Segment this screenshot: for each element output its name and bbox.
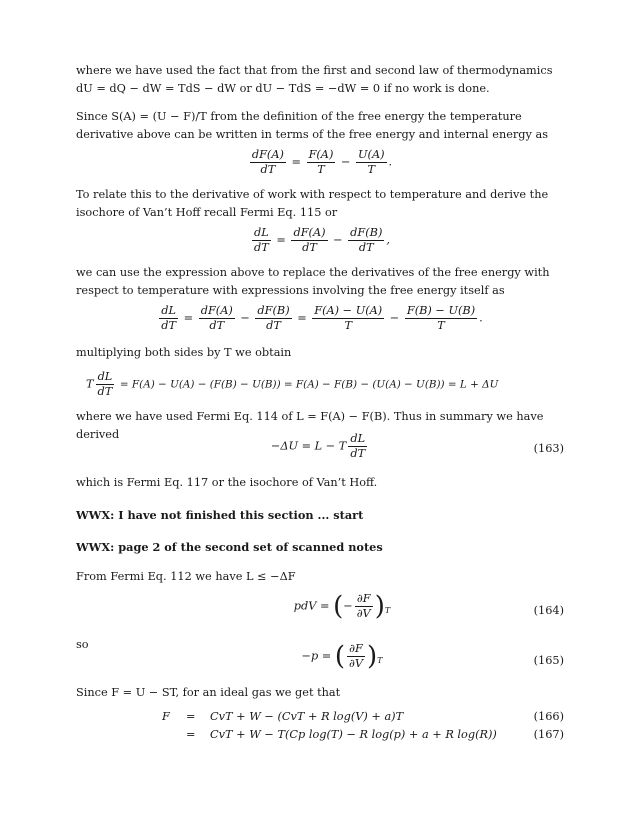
equation-number-164: (164) — [533, 604, 564, 617]
paragraph-free-energy-definition: Since S(A) = (U − F)/T from the definition of the free energy the temperature derivative above can be written in terms of the free energy and internal energy as — [76, 110, 549, 141]
equation-number-163: (163) — [533, 442, 564, 455]
eq4-frac-num: dL — [96, 370, 115, 385]
eq2-f3-num: dF(B) — [350, 226, 383, 239]
eq164-lhs: pdV = — [293, 599, 330, 613]
eq163-lhs: −ΔU = L − T — [270, 439, 347, 453]
eq1-f3-den: T — [367, 163, 376, 176]
paragraph-vant-hoff-intro: To relate this to the derivative of work with respect to temperature and derive the isochore of Van’t Hoff recall Fermi Eq. 115 or — [76, 188, 549, 219]
eq163-frac-num: dL — [348, 432, 367, 447]
eq2-lhs-num: dL — [252, 226, 271, 241]
eq2-f3-den: dT — [358, 241, 374, 254]
equation-167 — [76, 728, 564, 746]
eq3-f1-num: dL — [159, 304, 178, 319]
equation-number-166: (166) — [533, 710, 564, 723]
eq167-rel: = — [186, 728, 196, 741]
document-page: where we have used the fact that from the first and second law of thermodynamics dU = dQ − dW = TdS − dW or dU − TdS = −dW = 0 if no work is done. Since S(A) = (U − F)/T from the definition of the free energy the temperature derivative above can be written in terms of the free energy and internal energy as $\frac{dF(A)}{dT}$ = $\frac{F(A)}{T}$ − $\frac{U(A)}{T}$ . To relate this to the derivative of work with respect to temperature and derive the isochore of Van’t Hoff recall Fermi Eq. 115 or $\frac{dL}{dT}$ = $\frac{dF(A)}{dT}$ − $\frac{dF(B)}{dT}$ , we can use the expression above to replace the derivatives of the free energy with respect to temperature with expressions involving the free energy itself as $\frac{dL}{dT}$ = $\frac{dF(A)}{dT}$ − $\frac{dF(B)}{dT}$ = $\frac{F(A) - U(A)}{T}$ − $\frac{F(B) - U(B)}{T}$ . multiplying both sides by T we obtain T $\frac{dL}{dT}$ = F(A) − U(A) − (F(B) − U(B)) = F(A) − F(B) − (U(A) − U(B)) = L + ΔU where we have used Fermi Eq. 114 of L = F(A) − F(B). Thus in summary we have derived −ΔU = L − T $\frac{dL}{dT}$ (163) which is Fermi Eq. 117 or the isochore of Van’t Hoff. WWX: I have not finished this section ... start WWX: page 2 of the second set of scanned notes From Fermi Eq. 112 we have L ≤ −ΔF pdV = (− $\frac{\partial F}{\partial V}$ )$_T$ (164) so −p = ( $\frac{\partial F}{\partial V}$ )$_T$ (165) Since F = U − ST, for an ideal gas we get that F = CvT + W − (CvT + R log(V) + a)T (166) = CvT + W − T(Cp log(T) − R log(p) + a + R log(R)) (167) — [76, 0, 564, 826]
eq165-num: ∂F — [347, 642, 365, 657]
eq3-f3-num: dF(B) — [257, 304, 290, 317]
eq3-f5-num: F(B) − U(B) — [406, 304, 476, 317]
paragraph-replace-derivatives: we can use the expression above to replace the derivatives of the free energy with respect to temperature with expressions involving the free energy itself as — [76, 266, 550, 297]
eq3-f1-den: dT — [161, 319, 177, 332]
equation-166 — [76, 710, 564, 728]
eq2-f2-num: dF(A) — [293, 226, 326, 239]
paragraph-ideal-gas: Since F = U − ST, for an ideal gas we get that — [76, 686, 341, 699]
eq4-rhs: = F(A) − U(A) − (F(B) − U(B)) = F(A) − F(B) − (U(A) − U(B)) = L + ΔU — [119, 378, 499, 391]
left-paren: ( — [333, 591, 344, 622]
note-scanned-notes: WWX: page 2 of the second set of scanned notes — [76, 540, 383, 554]
eq1-f3-num: U(A) — [358, 148, 385, 161]
equation-number-167: (167) — [533, 728, 564, 741]
eq166-rhs: CvT + W − (CvT + R log(V) + a)T — [210, 710, 404, 723]
eq3-f2-num: dF(A) — [200, 304, 233, 317]
eq1-f2-num: F(A) — [308, 148, 334, 161]
eq3-f4-den: T — [344, 319, 353, 332]
right-paren: ) — [367, 641, 378, 672]
note-unfinished-section: WWX: I have not finished this section ... start — [76, 508, 364, 522]
eq1-f2-den: T — [317, 163, 325, 176]
eq4-frac-den: dT — [97, 385, 113, 398]
eq1-lhs-den: dT — [260, 163, 276, 176]
eq164-den: ∂V — [356, 607, 371, 620]
eq163-frac-den: dT — [350, 447, 366, 460]
paragraph-thermo-laws: where we have used the fact that from the first and second law of thermodynamics dU = dQ − dW = TdS − dW or dU − TdS = −dW = 0 if no work is done. — [76, 64, 553, 95]
eq4-prefix: T — [86, 377, 94, 391]
eq164-num: ∂F — [355, 592, 373, 607]
eq2-f2-den: dT — [302, 241, 317, 254]
equation-t-times-derivative — [86, 370, 564, 399]
paragraph-so: so — [76, 638, 89, 651]
paragraph-summary: where we have used Fermi Eq. 114 of L = F(A) − F(B). Thus in summary we have derived — [76, 410, 544, 441]
left-paren: ( — [334, 641, 345, 672]
eq3-f5-den: T — [437, 319, 445, 332]
eq165-sub: T — [377, 655, 383, 665]
paragraph-fermi-112: From Fermi Eq. 112 we have L ≤ −ΔF — [76, 570, 296, 583]
eq1-lhs-num: dF(A) — [251, 148, 284, 161]
eq166-lhs: F — [162, 710, 170, 723]
equation-number-165: (165) — [533, 654, 564, 667]
eq2-lhs-den: dT — [254, 241, 269, 254]
right-paren: ) — [374, 591, 385, 622]
eq167-rhs: CvT + W − T(Cp log(T) − R log(p) + a + R log(R)) — [210, 728, 497, 741]
paragraph-multiply-by-t: multiplying both sides by T we obtain — [76, 346, 292, 359]
eq3-f2-den: dT — [209, 319, 225, 332]
eq3-f4-num: F(A) − U(A) — [314, 304, 383, 317]
eq3-f3-den: dT — [266, 319, 281, 332]
minus-sign: − — [343, 599, 353, 613]
eq164-sub: T — [384, 605, 391, 615]
paragraph-isochore: which is Fermi Eq. 117 or the isochore of Van’t Hoff. — [76, 476, 378, 489]
eq165-lhs: −p = — [301, 649, 332, 663]
eq166-rel: = — [186, 710, 196, 723]
eq165-den: ∂V — [349, 657, 363, 670]
